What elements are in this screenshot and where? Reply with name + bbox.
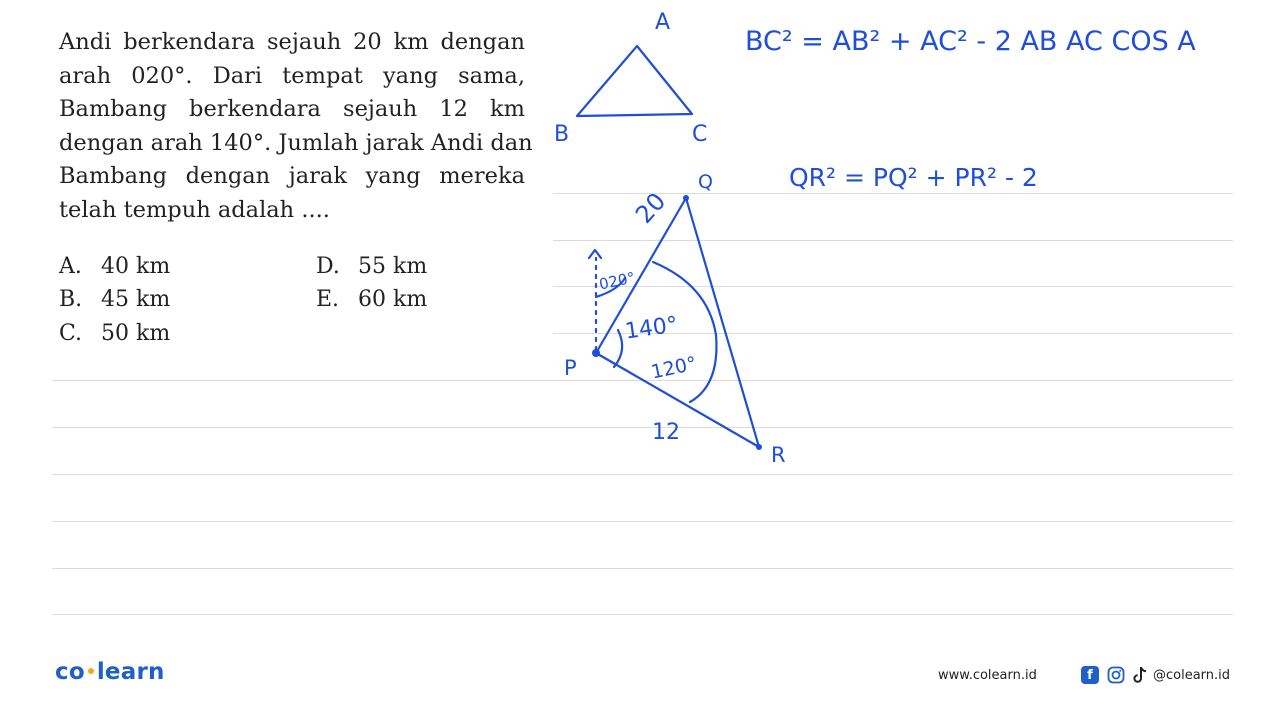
question-line: telah tempuh adalah .... (59, 196, 330, 223)
option-text: 60 km (358, 287, 428, 312)
label-c: C (692, 122, 708, 147)
label-r: R (771, 443, 786, 467)
tiktok-icon[interactable] (1132, 666, 1148, 684)
label-b: B (554, 122, 570, 147)
logo-dot (88, 668, 94, 674)
side-pr-length: 12 (652, 420, 680, 445)
option-letter: B. (59, 287, 83, 312)
social-handle[interactable]: @colearn.id (1153, 668, 1231, 683)
angle-label-020: 020° (597, 268, 637, 294)
logo-text-right: learn (96, 659, 165, 685)
side-pq-length: 20 (630, 187, 672, 229)
point-r (756, 444, 762, 450)
label-q: Q (698, 171, 713, 193)
angle-label-140: 140° (623, 312, 680, 345)
option-text: 45 km (101, 287, 171, 312)
point-q (683, 195, 689, 201)
law-of-cosines-formula: BC² = AB² + AC² - 2 AB AC COS A (745, 26, 1196, 57)
question-line: Andi berkendara sejauh 20 km dengan (59, 29, 525, 55)
option-letter: E. (316, 287, 340, 312)
instagram-icon[interactable] (1107, 666, 1125, 684)
point-p (592, 349, 600, 357)
label-a: A (655, 10, 671, 35)
label-p: P (564, 356, 577, 380)
side-qr (686, 198, 759, 447)
angle-label-120: 120° (649, 352, 699, 384)
angle-arc-140 (614, 330, 622, 367)
option-text: 40 km (101, 254, 171, 279)
question-line: dengan arah 140°. Jumlah jarak Andi dan (59, 129, 533, 156)
facebook-icon[interactable]: f (1081, 666, 1099, 684)
option-text: 55 km (358, 254, 428, 279)
question-line: arah 020°. Dari tempat yang sama, (59, 62, 525, 89)
option-letter: C. (59, 321, 83, 346)
question-line: Bambang dengan jarak yang mereka (59, 163, 525, 189)
triangle-abc (577, 46, 692, 116)
colearn-logo (55, 659, 165, 685)
question-line: Bambang berkendara sejauh 12 km (59, 96, 525, 122)
website-link[interactable]: www.colearn.id (938, 668, 1037, 683)
logo-text-left: co (55, 659, 85, 685)
option-letter: D. (316, 254, 340, 279)
option-text: 50 km (101, 321, 171, 346)
qr-formula: QR² = PQ² + PR² - 2 (789, 163, 1038, 192)
option-letter: A. (59, 254, 82, 279)
north-arrow (589, 250, 601, 258)
